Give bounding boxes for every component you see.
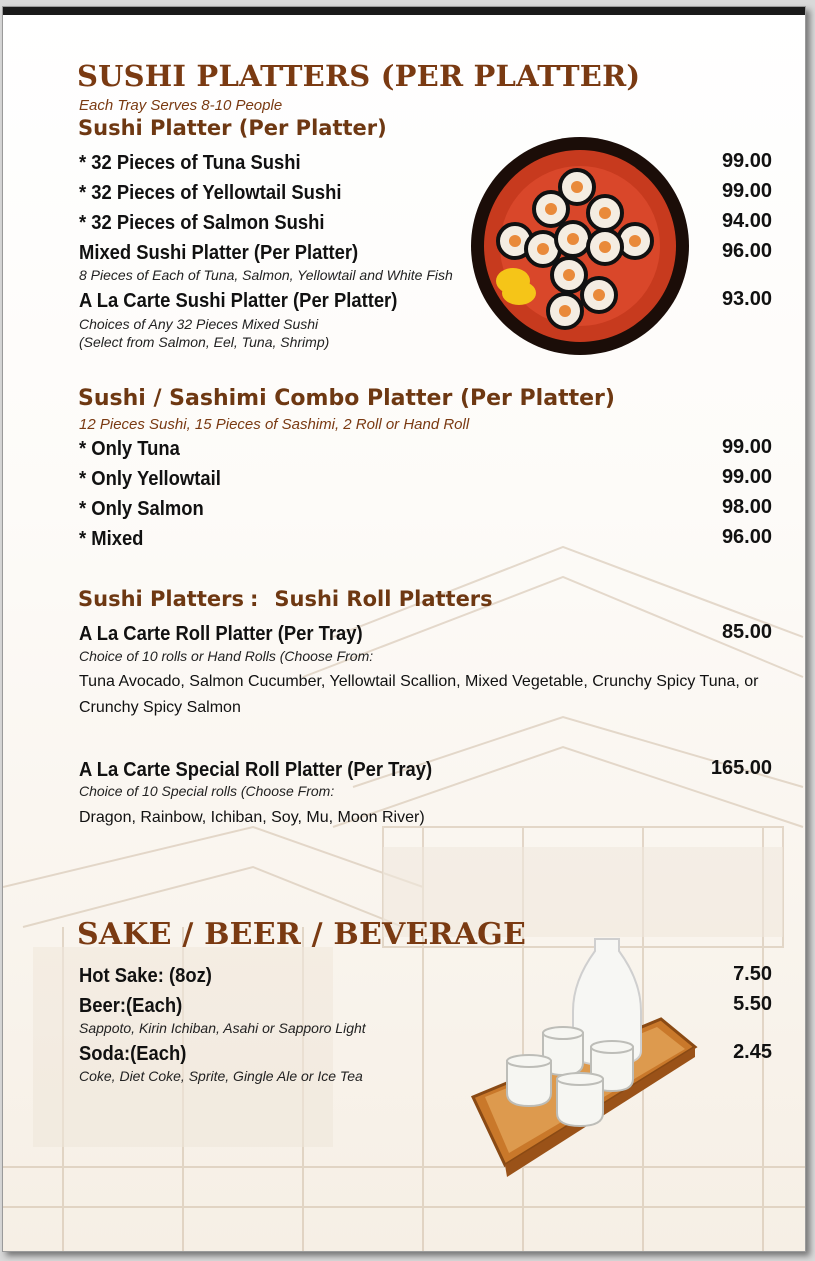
menu-item-price: 99.00	[721, 180, 772, 202]
menu-item-price: 165.00	[710, 757, 772, 779]
menu-item-name: Hot Sake: (8oz)	[79, 965, 212, 987]
sushi-platter-photo	[469, 135, 691, 357]
menu-item-note: Coke, Diet Coke, Sprite, Gingle Ale or Ice Tea	[79, 1068, 363, 1084]
serves-note: Each Tray Serves 8-10 People	[79, 97, 283, 114]
menu-item-note: Choice of 10 rolls or Hand Rolls (Choose From:	[79, 648, 374, 664]
menu-item-price: 98.00	[721, 496, 772, 518]
combo-platter-heading: Sushi / Sashimi Combo Platter (Per Platter)	[78, 386, 615, 411]
menu-page	[2, 6, 806, 1252]
menu-item-price: 96.00	[721, 240, 772, 262]
menu-item-name: A La Carte Sushi Platter (Per Platter)	[79, 290, 398, 312]
menu-item-name: * Only Salmon	[79, 498, 204, 520]
sushi-platters-heading: SUSHI PLATTERS (PER PLATTER)	[77, 59, 641, 93]
roll-platters-heading	[78, 587, 493, 611]
sake-set-photo	[465, 929, 701, 1185]
menu-item-note: (Select from Salmon, Eel, Tuna, Shrimp)	[79, 334, 330, 350]
menu-item-name: Soda:(Each)	[79, 1043, 187, 1065]
menu-item-name: * Only Yellowtail	[79, 468, 221, 490]
menu-item-price: 99.00	[721, 436, 772, 458]
menu-item-name: A La Carte Special Roll Platter (Per Tray)	[79, 759, 433, 781]
beverage-heading: SAKE / BEER / BEVERAGE	[77, 917, 527, 952]
menu-item-price: 99.00	[721, 150, 772, 172]
roll-platters-separator: :	[249, 587, 259, 611]
menu-item-name: A La Carte Roll Platter (Per Tray)	[79, 623, 363, 645]
menu-item-name: Mixed Sushi Platter (Per Platter)	[79, 242, 359, 264]
menu-item-price: 93.00	[721, 288, 772, 310]
menu-item-note: Sappoto, Kirin Ichiban, Asahi or Sapporo Light	[79, 1020, 366, 1036]
menu-item-note: Choice of 10 Special rolls (Choose From:	[79, 783, 335, 799]
menu-item-price: 85.00	[721, 621, 772, 643]
menu-item-name: * 32 Pieces of Tuna Sushi	[79, 152, 301, 174]
menu-item-name: * 32 Pieces of Salmon Sushi	[79, 212, 325, 234]
menu-item-description: Tuna Avocado, Salmon Cucumber, Yellowtail Scallion, Mixed Vegetable, Crunchy Spicy Tuna, or Crunchy Spicy Salmon	[79, 673, 759, 716]
menu-item-name: Beer:(Each)	[79, 995, 183, 1017]
menu-item-price: 99.00	[721, 466, 772, 488]
sushi-platter-subheading: Sushi Platter (Per Platter)	[78, 116, 387, 140]
menu-item-name: * Only Tuna	[79, 438, 180, 460]
menu-item-price: 94.00	[721, 210, 772, 232]
combo-platter-subtitle: 12 Pieces Sushi, 15 Pieces of Sashimi, 2 Roll or Hand Roll	[79, 416, 470, 433]
menu-item-note: 8 Pieces of Each of Tuna, Salmon, Yellowtail and White Fish	[79, 267, 453, 283]
menu-item-price: 96.00	[721, 526, 772, 548]
menu-item-name: * 32 Pieces of Yellowtail Sushi	[79, 182, 342, 204]
roll-platters-heading-b: Sushi Roll Platters	[274, 587, 493, 611]
menu-item-price: 7.50	[733, 963, 772, 985]
menu-item-description: Dragon, Rainbow, Ichiban, Soy, Mu, Moon River)	[79, 809, 425, 826]
top-border	[3, 7, 805, 15]
menu-item-price: 5.50	[733, 993, 772, 1015]
menu-item-note: Choices of Any 32 Pieces Mixed Sushi	[79, 316, 319, 332]
menu-item-name: * Mixed	[79, 528, 144, 550]
roll-platters-heading-a: Sushi Platters	[78, 587, 244, 611]
menu-item-price: 2.45	[733, 1041, 772, 1063]
